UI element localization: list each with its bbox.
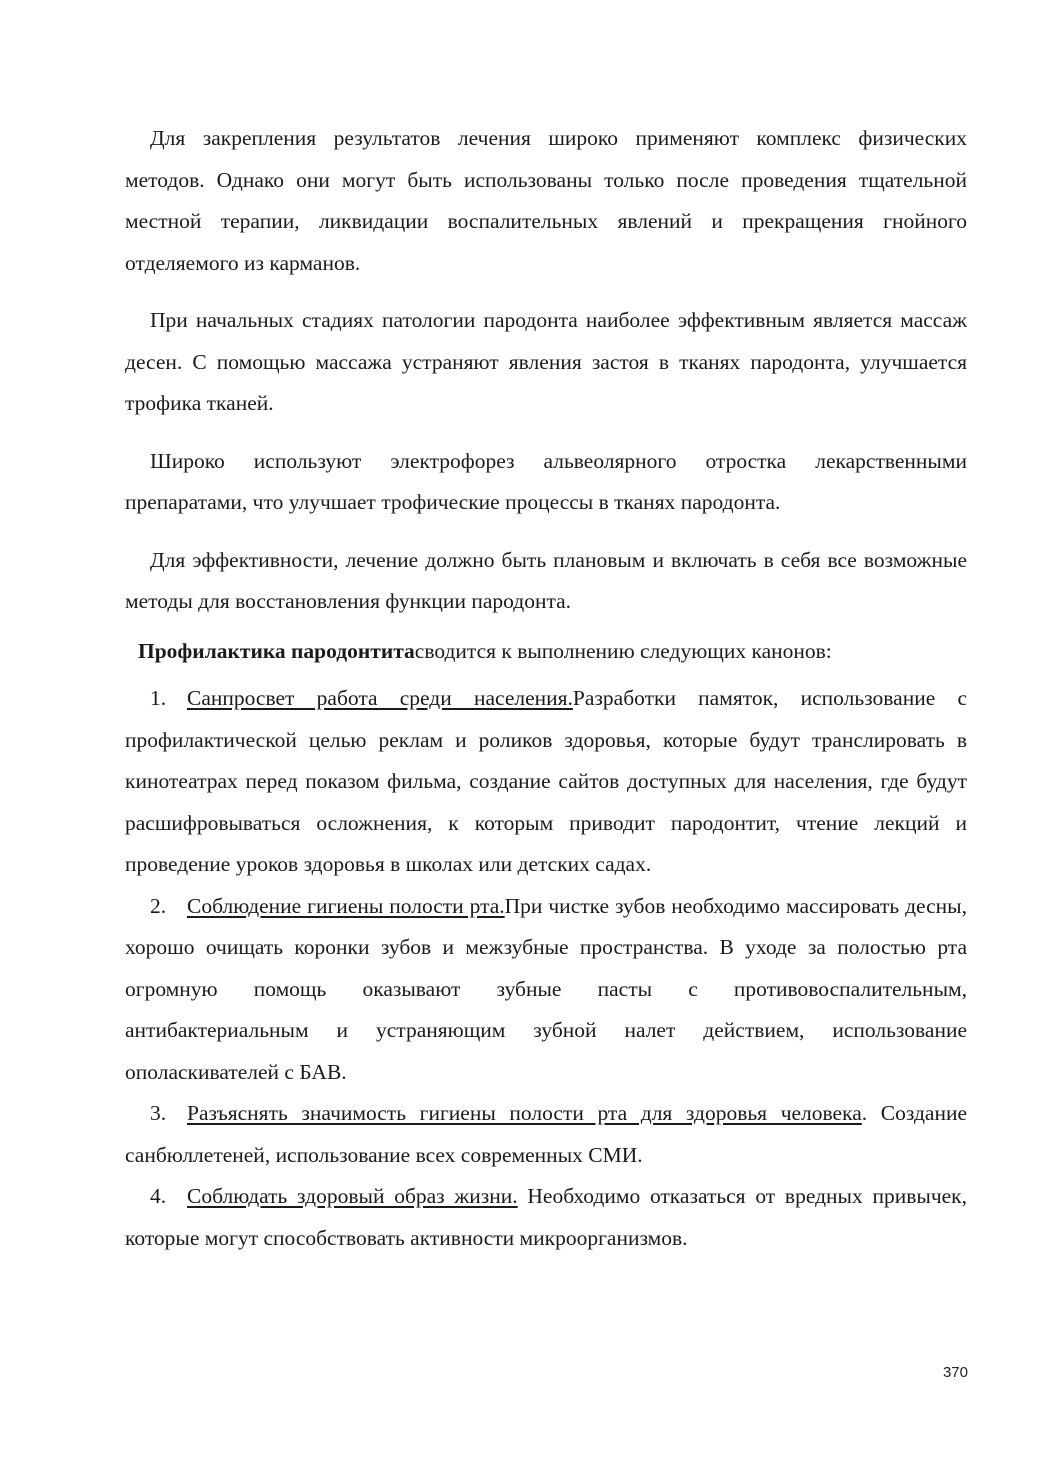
page-number: 370 — [942, 1364, 968, 1381]
list-item-number: 2. — [150, 893, 167, 918]
prophylaxis-heading: Профилактика пародонтита — [138, 638, 415, 663]
list-item-1 — [125, 678, 967, 886]
paragraph-planned-treatment: Для эффективности, лечение должно быть плановым и включать в себя все возможные методы для восстановления функции пародонта. — [125, 547, 967, 613]
list-item-title: Соблюдать здоровый образ жизни. — [187, 1184, 518, 1208]
paragraph-electrophoresis: Широко используют электрофорез альвеолярного отростка лекарственными препаратами, что улучшает трофические процессы в тканях пародонта. — [125, 448, 967, 514]
list-item-4 — [125, 1176, 967, 1259]
list-item-text: Необходимо отказаться от вредных привычек, которые могут способствовать активности микроорганизмов. — [125, 1184, 967, 1250]
list-item-3 — [125, 1093, 967, 1176]
list-item-text: . Создание санбюллетеней, использование всех современных СМИ. — [125, 1101, 967, 1167]
list-item-title: Соблюдение гигиены полости рта. — [187, 893, 505, 918]
list-item-text: При чистке зубов необходимо массировать десны, хорошо очищать коронки зубов и межзубные пространства. В уходе за полостью рта огромную помощь оказывают зубные пасты с противовоспалительным, антибактериальным и устраняющим зубной налет действием, использование ополаскивателей с БАВ. — [125, 893, 967, 1084]
list-item-title: Разъяснять значимость гигиены полости рта для здоровья человека — [187, 1101, 862, 1125]
paragraph-gum-massage: При начальных стадиях патологии пародонта наиболее эффективным является массаж десен. С помощью массажа устраняют явления застоя в тканях пародонта, улучшается трофика тканей. — [125, 308, 967, 415]
document-page — [125, 118, 967, 1259]
list-item-number: 4. — [150, 1184, 167, 1208]
list-item-text: Разработки памяток, использование с профилактической целью реклам и роликов здоровья, которые будут транслировать в кинотеатрах перед показом фильма, создание сайтов доступных для населения, где будут расшифровываться осложнения, к которым приводит пародонтит, чтение лекций и проведение уроков здоровья в школах или детских садах. — [125, 686, 967, 876]
list-item-number: 3. — [150, 1101, 167, 1125]
paragraph-physical-methods: Для закрепления результатов лечения широко применяют комплекс физических методов. Однако они могут быть использованы только после проведения тщательной местной терапии, ликвидации воспалительных явлений и прекращения гнойного отделяемого из карманов. — [125, 126, 967, 275]
prophylaxis-heading-line — [125, 631, 967, 673]
prophylaxis-heading-rest: сводится к выполнению следующих канонов: — [414, 638, 832, 663]
list-item-title: Санпросвет работа среди населения. — [187, 686, 573, 710]
list-item-2 — [125, 886, 967, 1094]
list-item-number: 1. — [150, 686, 167, 710]
